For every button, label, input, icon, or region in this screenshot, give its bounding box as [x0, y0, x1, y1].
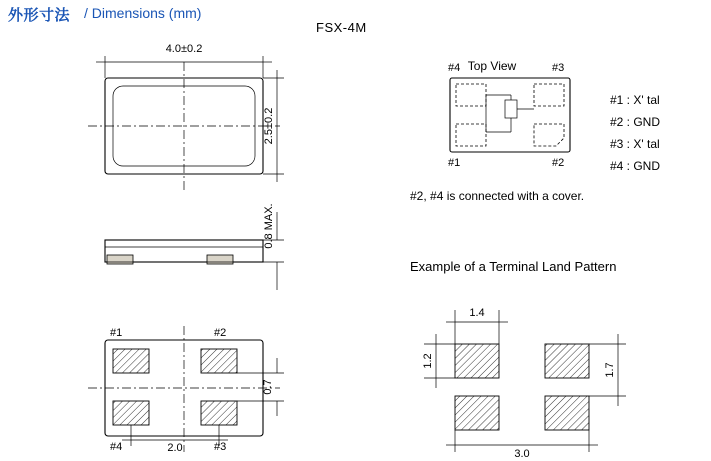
pin-label-bottom-tl: #1: [110, 327, 123, 339]
pin-legend-item-2: #2 : GND: [610, 115, 661, 129]
top-view-corner-tl: #4: [448, 62, 461, 74]
part-number-title: FSX-4M: [316, 20, 367, 35]
pin-label-bottom-tr: #2: [214, 327, 227, 339]
pin-legend: [610, 93, 660, 173]
dim-land-top: 1.4: [469, 307, 485, 319]
pin-legend-item-3: #3 : X' tal: [610, 137, 660, 151]
pin-legend-item-4: #4 : GND: [610, 159, 661, 173]
title-separator: /: [84, 5, 88, 21]
outline-top-view: [88, 43, 284, 190]
land-pattern-title: Example of a Terminal Land Pattern: [410, 259, 617, 274]
top-view-corner-br: #2: [552, 157, 565, 169]
top-view-corner-bl: #1: [448, 157, 461, 169]
dim-land-left: 1.2: [422, 353, 434, 369]
pin-label-bottom-bl: #4: [110, 441, 123, 453]
top-view-diagram: [448, 59, 570, 169]
dim-outline-height: 2.5±0.2: [263, 107, 275, 145]
title-en-text: Dimensions (mm): [91, 5, 202, 21]
dim-outline-width: 4.0±0.2: [165, 43, 203, 55]
outline-bottom-view: [88, 326, 284, 454]
top-view-label: Top View: [467, 59, 517, 73]
pin-legend-item-1: #1 : X' tal: [610, 93, 660, 107]
dim-pad-pitch: 0.7: [262, 379, 274, 395]
dim-land-bottom: 3.0: [514, 448, 530, 460]
outline-side-view: [105, 203, 284, 290]
pin-label-bottom-br: #3: [214, 441, 227, 453]
dim-land-right: 1.7: [604, 362, 616, 378]
dim-pad-span: 2.0: [167, 442, 183, 454]
cover-note: #2, #4 is connected with a cover.: [410, 189, 585, 203]
dim-thickness: 0.8 MAX.: [263, 203, 275, 249]
page-title-cjk: 外形寸法: [8, 7, 71, 24]
land-pattern-diagram: [422, 307, 626, 460]
top-view-corner-tr: #3: [552, 62, 565, 74]
